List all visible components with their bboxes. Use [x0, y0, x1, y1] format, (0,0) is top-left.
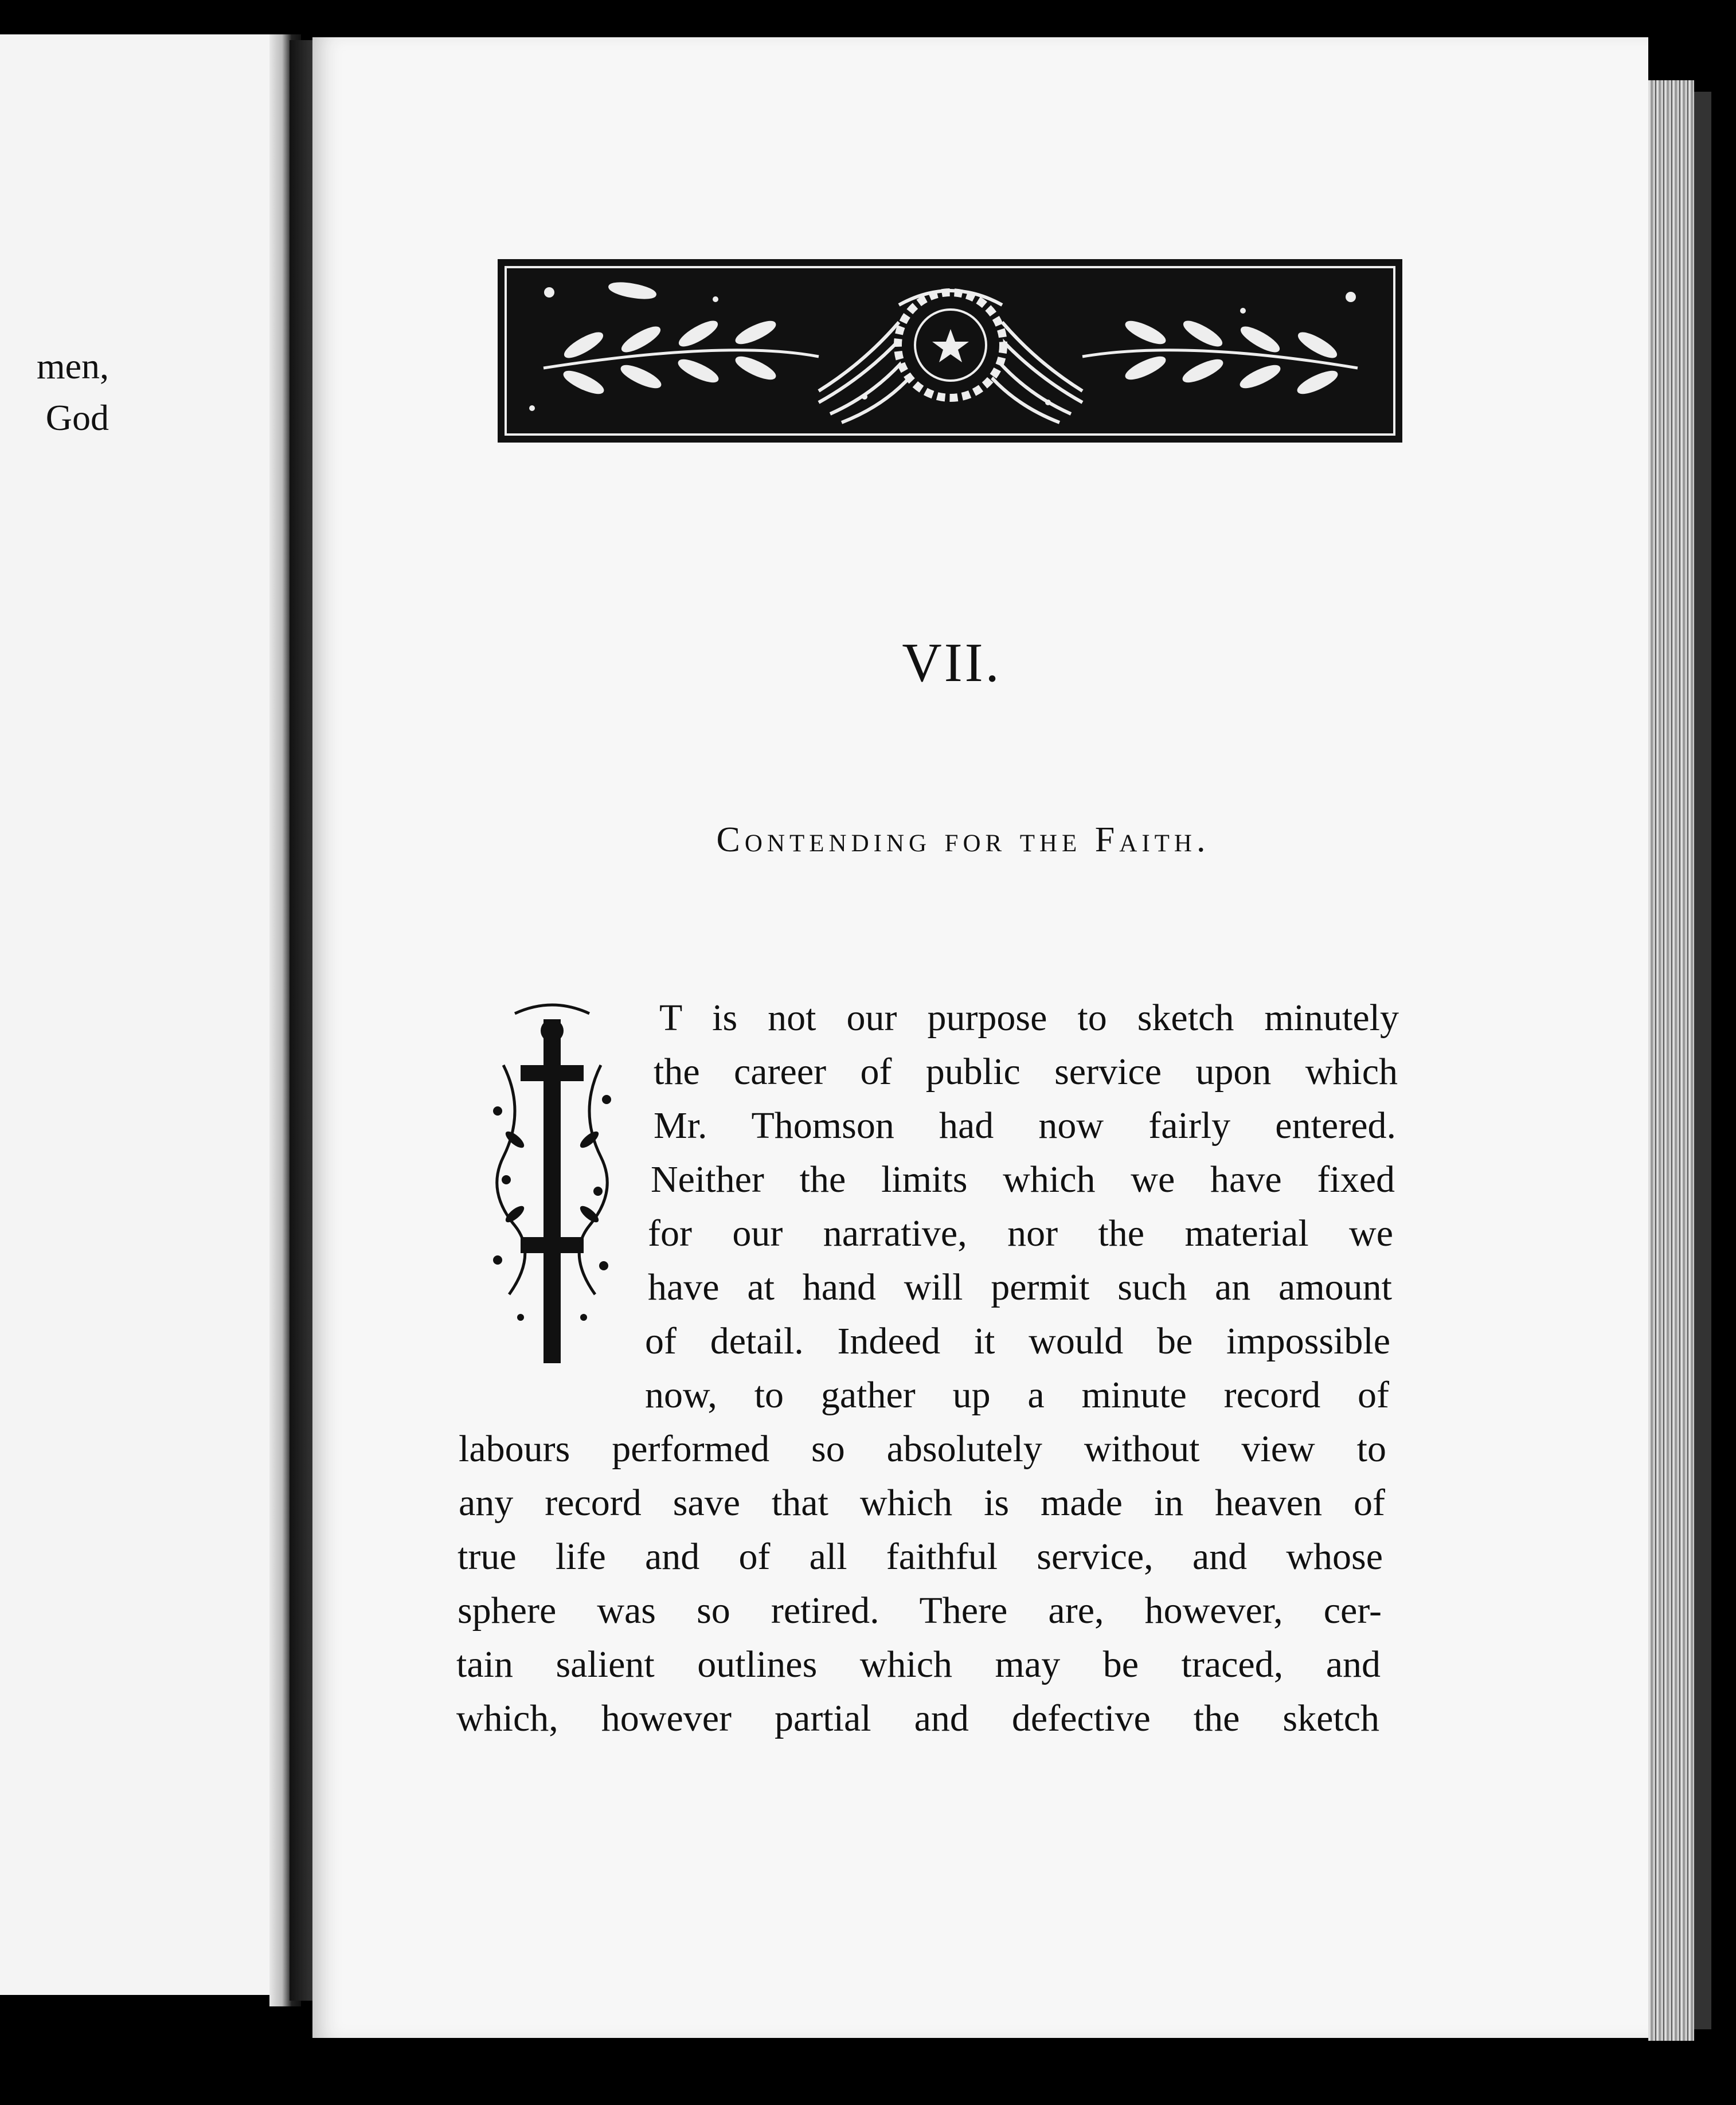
page-fore-edge	[1648, 80, 1694, 2041]
cover-edge	[1694, 92, 1711, 2029]
chapter-title: Contending for the Faith.	[716, 820, 1210, 859]
body-line: true life and of all faithful service, and whose	[458, 1536, 1383, 1578]
body-line: any record save that which is made in heaven of	[459, 1482, 1385, 1524]
book-spine	[290, 40, 312, 2001]
body-line: tain salient outlines which may be traced, and	[456, 1644, 1381, 1685]
chapter-number: VII.	[902, 632, 1002, 693]
left-page-line: men,	[36, 346, 109, 386]
body-line: now, to gather up a minute record of	[645, 1374, 1389, 1416]
body-line: have at hand will permit such an amount	[648, 1266, 1392, 1308]
body-line: the career of public service upon which	[654, 1051, 1398, 1093]
drop-cap-ornament	[480, 996, 624, 1375]
left-page	[0, 34, 292, 1995]
body-line: Neither the limits which we have fixed	[651, 1159, 1395, 1200]
headpiece-ornament	[498, 259, 1402, 443]
body-line: sphere was so retired. There are, however, cer-	[458, 1590, 1382, 1631]
body-line: which, however partial and defective the sketch	[456, 1697, 1379, 1739]
body-line: of detail. Indeed it would be impossible	[645, 1320, 1390, 1362]
body-line: Mr. Thomson had now fairly entered.	[654, 1105, 1396, 1147]
left-page-line: God	[45, 397, 109, 438]
body-line: labours performed so absolutely without view to	[459, 1428, 1386, 1470]
body-line: T is not our purpose to sketch minutely	[659, 997, 1399, 1039]
body-line: for our narrative, nor the material we	[648, 1212, 1393, 1254]
